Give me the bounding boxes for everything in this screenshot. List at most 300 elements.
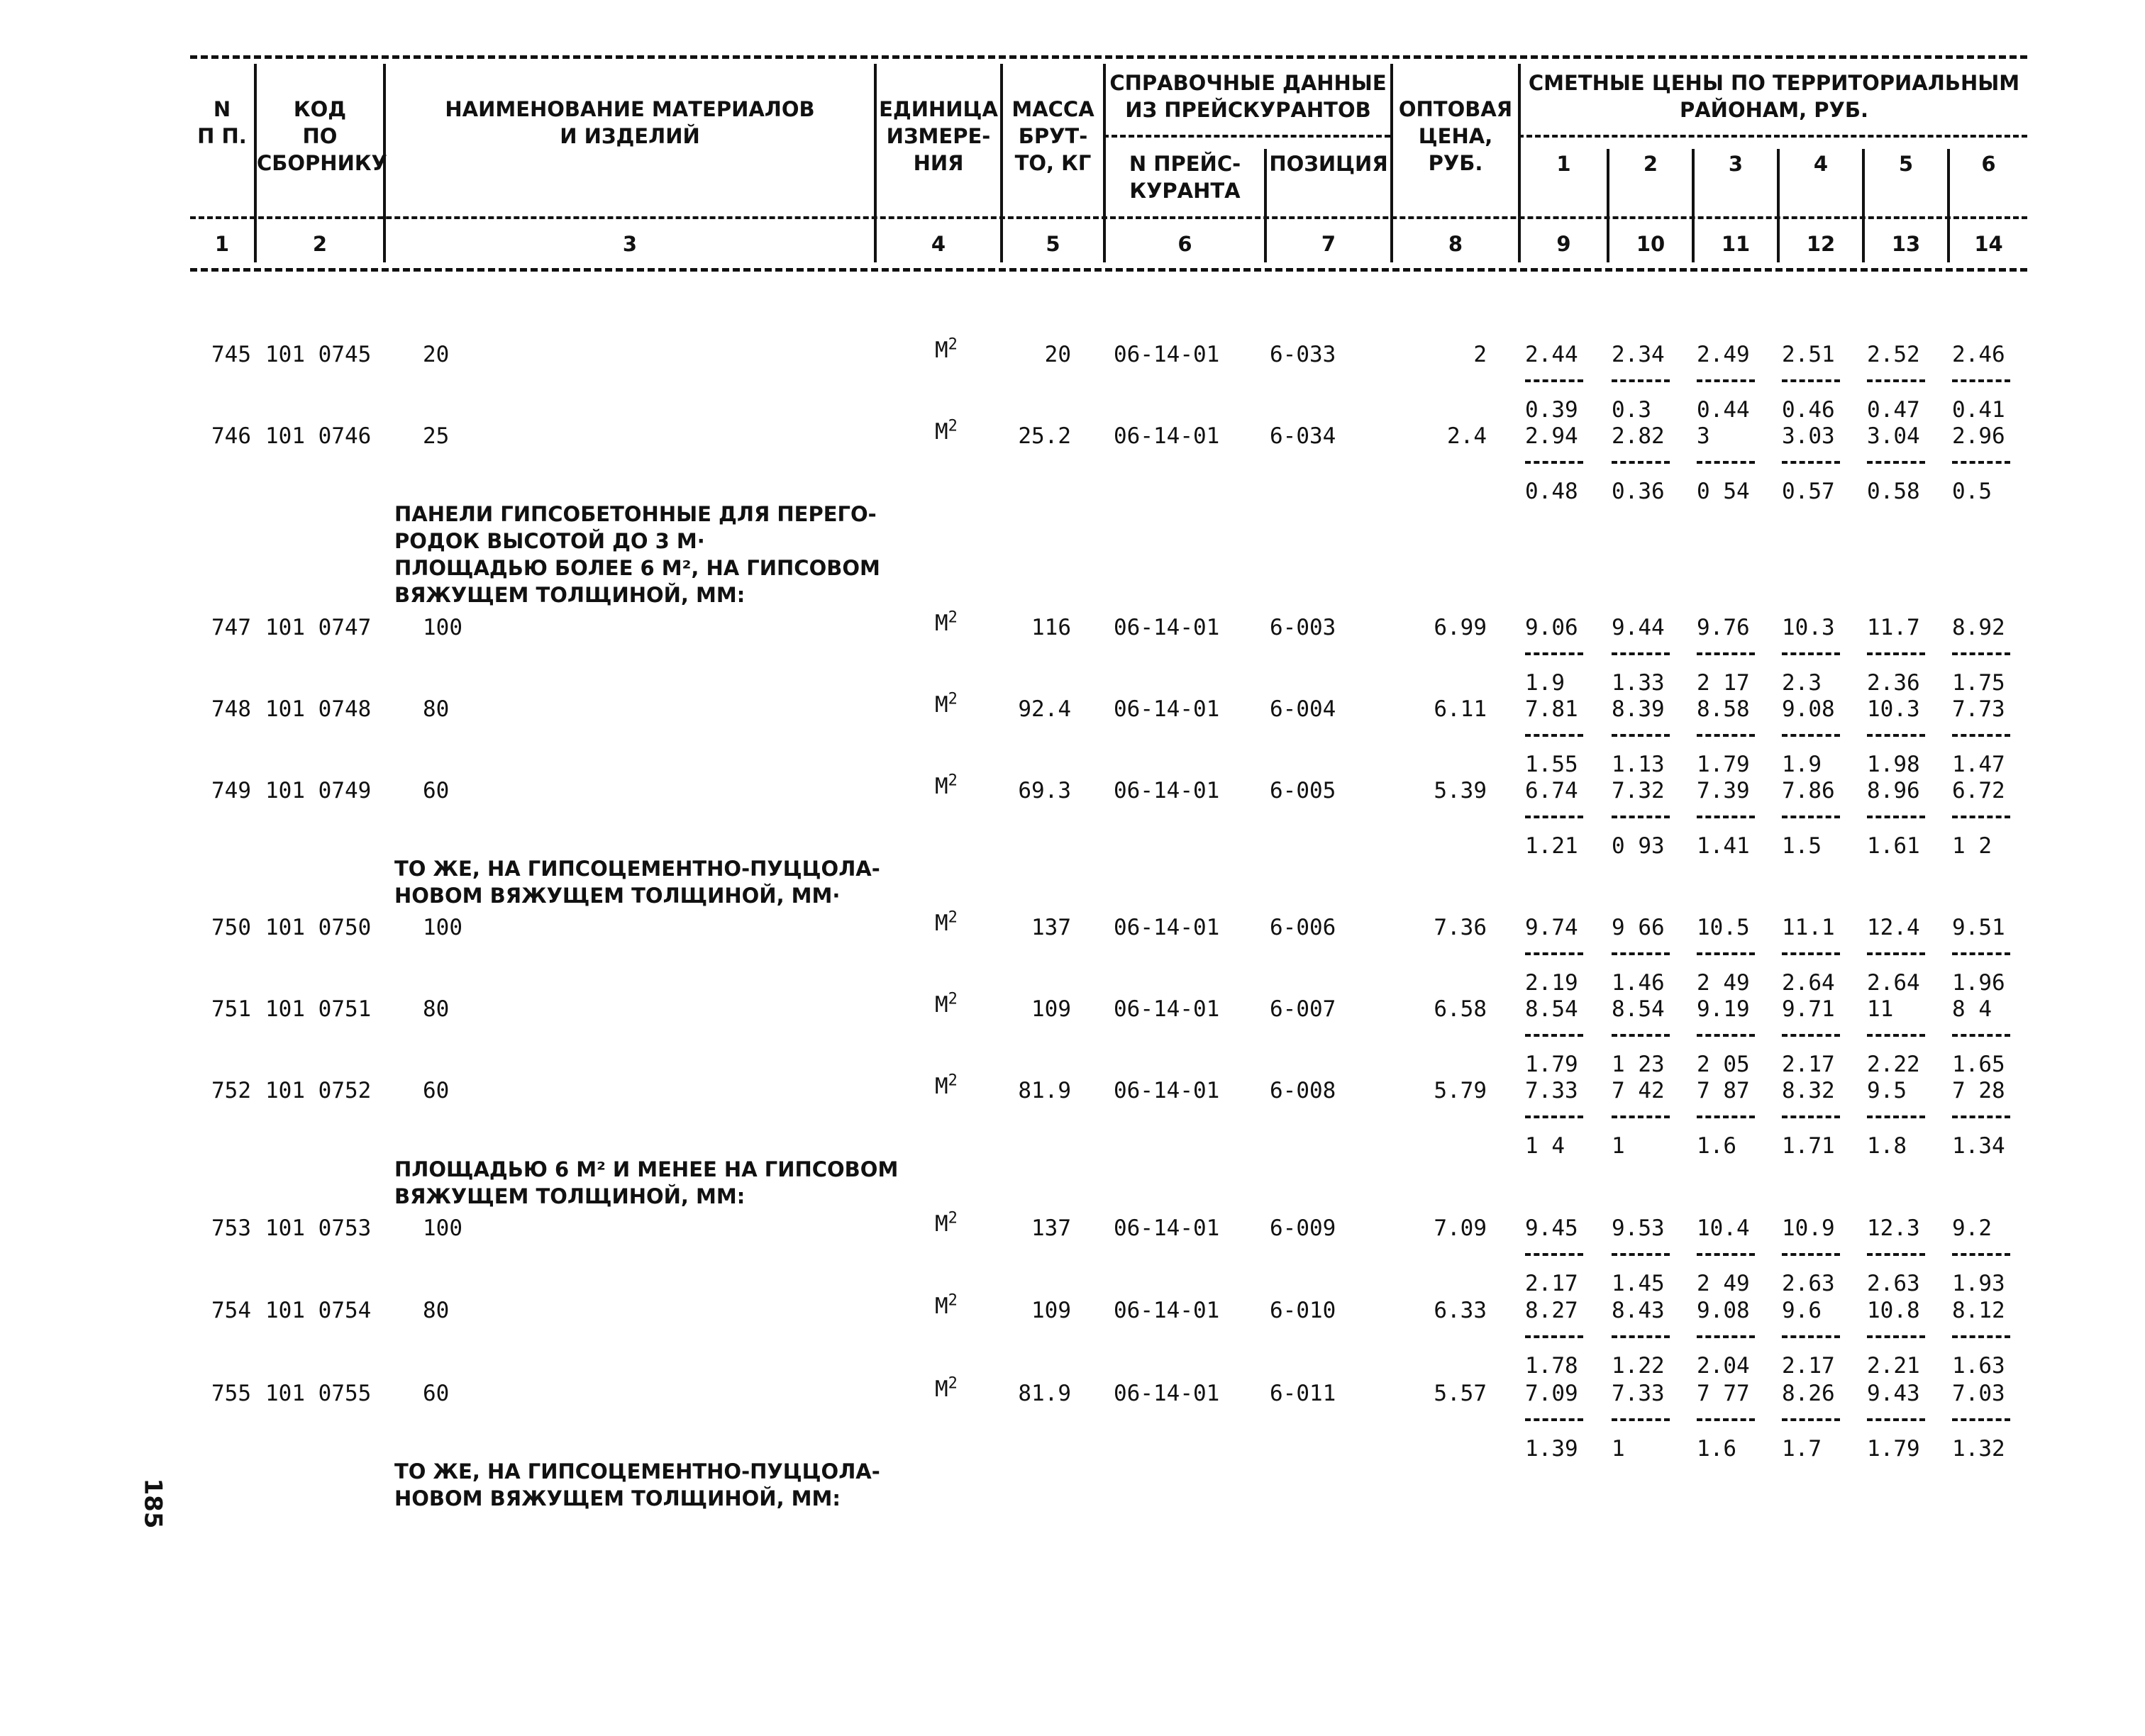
row-price-top: 7.86	[1782, 778, 1835, 803]
row-price-top: 8.32	[1782, 1078, 1835, 1103]
fraction-rule	[1612, 1034, 1670, 1037]
row-price-bottom: 2.3	[1782, 670, 1822, 696]
fraction-rule	[1867, 1418, 1925, 1421]
fraction-rule	[1952, 1335, 2010, 1338]
row-price-top: 9.76	[1697, 615, 1750, 640]
fraction-rule	[1525, 816, 1583, 818]
row-price-bottom: 2 49	[1697, 1271, 1750, 1296]
row-wholesale-price: 2.4	[1447, 423, 1487, 449]
fraction-rule	[1867, 379, 1925, 382]
row-price-bottom: 0 54	[1697, 479, 1750, 504]
row-price-bottom: 0.48	[1525, 479, 1578, 504]
row-name: 60	[423, 1381, 450, 1406]
fraction-rule	[1782, 816, 1840, 818]
row-number: 750	[211, 915, 251, 940]
row-pricelist: 06-14-01	[1114, 1381, 1220, 1406]
fraction-rule	[1612, 1418, 1670, 1421]
row-mass: 81.9	[1018, 1078, 1071, 1103]
row-price-bottom: 1.65	[1952, 1052, 2005, 1077]
row-pricelist: 06-14-01	[1114, 915, 1220, 940]
row-price-top: 12.3	[1867, 1215, 1920, 1241]
row-unit-label: М	[935, 419, 948, 445]
row-wholesale-price: 7.09	[1434, 1215, 1487, 1241]
fraction-rule	[1952, 461, 2010, 464]
row-price-top: 9.2	[1952, 1215, 1992, 1241]
row-pricelist: 06-14-01	[1114, 423, 1220, 449]
row-price-top: 9.44	[1612, 615, 1665, 640]
fraction-rule	[1782, 1418, 1840, 1421]
fraction-rule	[1525, 379, 1583, 382]
row-unit-label: М	[935, 692, 948, 718]
row-name: 80	[423, 1298, 450, 1323]
row-price-bottom: 1.46	[1612, 970, 1665, 996]
fraction-rule	[1525, 1034, 1583, 1037]
row-price-bottom: 1 4	[1525, 1133, 1565, 1159]
fraction-rule	[1525, 1418, 1583, 1421]
row-price-top: 10.4	[1697, 1215, 1750, 1241]
row-price-top: 11	[1867, 996, 1894, 1022]
header-col1: N П П.	[197, 97, 247, 148]
row-price-bottom: 1.93	[1952, 1271, 2005, 1296]
row-price-bottom: 2.21	[1867, 1353, 1920, 1379]
row-position: 6-009	[1270, 1215, 1336, 1241]
row-price-top: 9.45	[1525, 1215, 1578, 1241]
fraction-rule	[1525, 734, 1583, 737]
row-price-bottom: 0.41	[1952, 397, 2005, 423]
fraction-rule	[1952, 952, 2010, 955]
row-unit-label: М	[935, 1074, 948, 1099]
header-number-rule	[190, 216, 2027, 219]
row-price-bottom: 0.46	[1782, 397, 1835, 423]
row-price-bottom: 1.79	[1867, 1436, 1920, 1462]
row-price-bottom: 0.44	[1697, 397, 1750, 423]
row-price-bottom: 1.6	[1697, 1436, 1736, 1462]
row-unit-label: М	[935, 1211, 948, 1237]
header-district: 4	[1813, 152, 1829, 176]
row-price-top: 10.5	[1697, 915, 1750, 940]
row-price-bottom: 1.96	[1952, 970, 2005, 996]
fraction-rule	[1697, 952, 1755, 955]
row-name: 80	[423, 996, 450, 1022]
row-unit	[935, 1292, 958, 1320]
row-price-top: 8.27	[1525, 1298, 1578, 1323]
row-price-bottom: 2.17	[1782, 1353, 1835, 1379]
row-pricelist: 06-14-01	[1114, 1298, 1220, 1323]
row-price-bottom: 1.78	[1525, 1353, 1578, 1379]
fraction-rule	[1697, 734, 1755, 737]
row-price-bottom: 2 05	[1697, 1052, 1750, 1077]
header-col2: КОД ПО СБОРНИКУ	[257, 97, 387, 175]
row-price-top: 9.51	[1952, 915, 2005, 940]
row-price-bottom: 0.57	[1782, 479, 1835, 504]
row-wholesale-price: 6.58	[1434, 996, 1487, 1022]
header-bottom-rule	[190, 268, 2027, 272]
row-price-bottom: 1.47	[1952, 752, 2005, 777]
col-number: 2	[312, 232, 328, 256]
row-code: 101 0754	[265, 1298, 372, 1323]
header-group-rule	[1518, 135, 2027, 138]
col-number: 10	[1636, 232, 1665, 256]
fraction-rule	[1697, 1335, 1755, 1338]
row-price-top: 8.39	[1612, 696, 1665, 722]
fraction-rule	[1952, 379, 2010, 382]
fraction-rule	[1612, 1335, 1670, 1338]
row-wholesale-price: 6.33	[1434, 1298, 1487, 1323]
row-price-bottom: 1.75	[1952, 670, 2005, 696]
row-unit	[935, 991, 958, 1019]
fraction-rule	[1612, 1115, 1670, 1118]
section-heading: ТО ЖЕ, НА ГИПСОЦЕМЕНТНО-ПУЦЦОЛА- НОВОМ ВЯЖУЩЕМ ТОЛЩИНОЙ, ММ·	[394, 857, 880, 908]
row-price-bottom: 0.39	[1525, 397, 1578, 423]
fraction-rule	[1867, 1335, 1925, 1338]
row-mass: 81.9	[1018, 1381, 1071, 1406]
row-unit	[935, 691, 958, 719]
row-pricelist: 06-14-01	[1114, 996, 1220, 1022]
row-wholesale-price: 5.39	[1434, 778, 1487, 803]
fraction-rule	[1952, 734, 2010, 737]
fraction-rule	[1612, 379, 1670, 382]
row-price-top: 7 77	[1697, 1381, 1750, 1406]
row-price-top: 7.33	[1612, 1381, 1665, 1406]
row-price-top: 10.3	[1782, 615, 1835, 640]
row-price-bottom: 2.36	[1867, 670, 1920, 696]
row-price-top: 9.43	[1867, 1381, 1920, 1406]
col-number: 13	[1891, 232, 1921, 256]
row-price-top: 7 87	[1697, 1078, 1750, 1103]
fraction-rule	[1782, 1034, 1840, 1037]
fraction-rule	[1525, 952, 1583, 955]
row-price-bottom: 0.36	[1612, 479, 1665, 504]
row-price-bottom: 1.13	[1612, 752, 1665, 777]
row-price-top: 11.7	[1867, 615, 1920, 640]
col-number: 8	[1448, 232, 1463, 256]
row-name: 100	[423, 915, 462, 940]
row-name: 80	[423, 696, 450, 722]
row-price-top: 8.54	[1525, 996, 1578, 1022]
row-price-top: 6.74	[1525, 778, 1578, 803]
row-unit-exponent: 2	[948, 1374, 958, 1393]
row-name: 25	[423, 423, 450, 449]
row-price-bottom: 1.32	[1952, 1436, 2005, 1462]
row-price-top: 8.12	[1952, 1298, 2005, 1323]
fraction-rule	[1697, 1253, 1755, 1256]
row-price-bottom: 1.45	[1612, 1271, 1665, 1296]
row-number: 747	[211, 615, 251, 640]
row-price-top: 7 42	[1612, 1078, 1665, 1103]
col-number: 5	[1046, 232, 1060, 256]
row-price-top: 9.74	[1525, 915, 1578, 940]
row-unit-label: М	[935, 611, 948, 636]
row-price-bottom: 1.39	[1525, 1436, 1578, 1462]
row-number: 752	[211, 1078, 251, 1103]
row-price-top: 2.96	[1952, 423, 2005, 449]
row-price-top: 10.8	[1867, 1298, 1920, 1323]
row-mass: 137	[1031, 915, 1071, 940]
row-pricelist: 06-14-01	[1114, 1078, 1220, 1103]
row-code: 101 0751	[265, 996, 372, 1022]
fraction-rule	[1612, 952, 1670, 955]
row-unit-exponent: 2	[948, 608, 958, 627]
row-number: 745	[211, 342, 251, 367]
row-mass: 109	[1031, 996, 1071, 1022]
row-position: 6-004	[1270, 696, 1336, 722]
fraction-rule	[1612, 734, 1670, 737]
row-code: 101 0755	[265, 1381, 372, 1406]
fraction-rule	[1697, 816, 1755, 818]
header-top-rule	[190, 55, 2027, 59]
row-unit	[935, 418, 958, 446]
row-price-top: 2.46	[1952, 342, 2005, 367]
row-unit-exponent: 2	[948, 335, 958, 354]
row-price-bottom: 0 93	[1612, 833, 1665, 859]
col-number: 9	[1556, 232, 1571, 256]
fraction-rule	[1867, 652, 1925, 655]
row-price-top: 9.08	[1697, 1298, 1750, 1323]
fraction-rule	[1952, 816, 2010, 818]
col-number: 6	[1177, 232, 1192, 256]
header-price-group: СМЕТНЫЕ ЦЕНЫ ПО ТЕРРИТОРИАЛЬНЫМ РАЙОНАМ, РУБ.	[1528, 71, 2020, 122]
row-pricelist: 06-14-01	[1114, 696, 1220, 722]
fraction-rule	[1612, 461, 1670, 464]
row-mass: 137	[1031, 1215, 1071, 1241]
row-code: 101 0749	[265, 778, 372, 803]
fraction-rule	[1782, 461, 1840, 464]
row-position: 6-011	[1270, 1381, 1336, 1406]
row-mass: 109	[1031, 1298, 1071, 1323]
fraction-rule	[1867, 461, 1925, 464]
header-col4: ЕДИНИЦА ИЗМЕРЕ- НИЯ	[879, 97, 998, 175]
row-position: 6-005	[1270, 778, 1336, 803]
row-price-top: 2.49	[1697, 342, 1750, 367]
fraction-rule	[1867, 1253, 1925, 1256]
row-position: 6-008	[1270, 1078, 1336, 1103]
fraction-rule	[1782, 1253, 1840, 1256]
fraction-rule	[1867, 816, 1925, 818]
header-col8: ОПТОВАЯ ЦЕНА, РУБ.	[1398, 97, 1513, 175]
row-code: 101 0753	[265, 1215, 372, 1241]
row-name: 60	[423, 778, 450, 803]
row-wholesale-price: 5.79	[1434, 1078, 1487, 1103]
row-unit	[935, 1072, 958, 1101]
header-ref-group: СПРАВОЧНЫЕ ДАННЫЕ ИЗ ПРЕЙСКУРАНТОВ	[1109, 71, 1387, 122]
row-code: 101 0747	[265, 615, 372, 640]
row-unit-label: М	[935, 1376, 948, 1402]
fraction-rule	[1697, 461, 1755, 464]
row-number: 751	[211, 996, 251, 1022]
row-price-bottom: 1.41	[1697, 833, 1750, 859]
row-name: 100	[423, 1215, 462, 1241]
fraction-rule	[1697, 1034, 1755, 1037]
row-price-bottom: 2.04	[1697, 1353, 1750, 1379]
row-price-bottom: 1.34	[1952, 1133, 2005, 1159]
row-mass: 116	[1031, 615, 1071, 640]
row-pricelist: 06-14-01	[1114, 615, 1220, 640]
row-code: 101 0748	[265, 696, 372, 722]
row-price-bottom: 0.3	[1612, 397, 1651, 423]
row-price-bottom: 2.17	[1525, 1271, 1578, 1296]
row-price-bottom: 1.98	[1867, 752, 1920, 777]
row-position: 6-006	[1270, 915, 1336, 940]
row-unit-label: М	[935, 774, 948, 799]
row-price-top: 7.73	[1952, 696, 2005, 722]
row-price-bottom: 2.64	[1782, 970, 1835, 996]
row-number: 749	[211, 778, 251, 803]
row-price-top: 3	[1697, 423, 1710, 449]
col-number: 14	[1974, 232, 2003, 256]
row-price-bottom: 2.17	[1782, 1052, 1835, 1077]
row-code: 101 0746	[265, 423, 372, 449]
row-mass: 92.4	[1018, 696, 1071, 722]
fraction-rule	[1525, 1335, 1583, 1338]
header-col3: НАИМЕНОВАНИЕ МАТЕРИАЛОВ И ИЗДЕЛИЙ	[445, 97, 815, 148]
row-price-top: 7.09	[1525, 1381, 1578, 1406]
row-unit-label: М	[935, 992, 948, 1018]
row-unit-exponent: 2	[948, 908, 958, 927]
fraction-rule	[1697, 379, 1755, 382]
row-wholesale-price: 5.57	[1434, 1381, 1487, 1406]
row-price-top: 8.43	[1612, 1298, 1665, 1323]
fraction-rule	[1697, 1418, 1755, 1421]
row-price-bottom: 2 49	[1697, 970, 1750, 996]
row-number: 746	[211, 423, 251, 449]
row-name: 20	[423, 342, 450, 367]
row-price-top: 2.52	[1867, 342, 1920, 367]
row-price-bottom: 0.58	[1867, 479, 1920, 504]
col-number: 12	[1806, 232, 1836, 256]
row-unit	[935, 609, 958, 638]
row-mass: 20	[1044, 342, 1071, 367]
row-position: 6-033	[1270, 342, 1336, 367]
header-district: 6	[1981, 152, 1996, 176]
row-position: 6-034	[1270, 423, 1336, 449]
row-price-bottom: 0.5	[1952, 479, 1992, 504]
row-price-bottom: 1.33	[1612, 670, 1665, 696]
row-wholesale-price: 6.99	[1434, 615, 1487, 640]
row-price-top: 9.71	[1782, 996, 1835, 1022]
row-price-top: 12.4	[1867, 915, 1920, 940]
row-price-bottom: 1	[1612, 1133, 1625, 1159]
header-group-rule	[1103, 135, 1390, 138]
header-district: 2	[1643, 152, 1658, 176]
section-heading: ПАНЕЛИ ГИПСОБЕТОННЫЕ ДЛЯ ПЕРЕГО- РОДОК ВЫСОТОЙ ДО 3 М· ПЛОЩАДЬЮ БОЛЕЕ 6 М², НА ГИПСОВОМ ВЯЖУЩЕМ ТОЛЩИНОЙ, ММ:	[394, 502, 880, 607]
row-price-top: 8.58	[1697, 696, 1750, 722]
row-price-top: 9.6	[1782, 1298, 1822, 1323]
fraction-rule	[1952, 1034, 2010, 1037]
row-price-bottom: 1.71	[1782, 1133, 1835, 1159]
fraction-rule	[1697, 1115, 1755, 1118]
row-price-top: 8.96	[1867, 778, 1920, 803]
row-price-top: 9.53	[1612, 1215, 1665, 1241]
fraction-rule	[1867, 734, 1925, 737]
header-district: 5	[1898, 152, 1914, 176]
row-price-top: 7.39	[1697, 778, 1750, 803]
header-col5: МАССА БРУТ- ТО, КГ	[1011, 97, 1094, 175]
row-pricelist: 06-14-01	[1114, 342, 1220, 367]
row-pricelist: 06-14-01	[1114, 1215, 1220, 1241]
fraction-rule	[1612, 652, 1670, 655]
fraction-rule	[1782, 652, 1840, 655]
row-price-top: 8 4	[1952, 996, 1992, 1022]
row-price-top: 7.03	[1952, 1381, 2005, 1406]
fraction-rule	[1952, 1418, 2010, 1421]
row-price-top: 2.44	[1525, 342, 1578, 367]
row-price-top: 6.72	[1952, 778, 2005, 803]
fraction-rule	[1612, 1253, 1670, 1256]
row-wholesale-price: 6.11	[1434, 696, 1487, 722]
row-price-bottom: 1.21	[1525, 833, 1578, 859]
header-district: 3	[1728, 152, 1744, 176]
row-position: 6-003	[1270, 615, 1336, 640]
row-price-bottom: 2.64	[1867, 970, 1920, 996]
row-price-bottom: 1.22	[1612, 1353, 1665, 1379]
row-code: 101 0745	[265, 342, 372, 367]
row-position: 6-010	[1270, 1298, 1336, 1323]
row-price-bottom: 2.63	[1867, 1271, 1920, 1296]
row-price-top: 2.34	[1612, 342, 1665, 367]
fraction-rule	[1782, 952, 1840, 955]
fraction-rule	[1782, 1115, 1840, 1118]
row-price-bottom: 2.19	[1525, 970, 1578, 996]
row-price-top: 3.03	[1782, 423, 1835, 449]
row-number: 753	[211, 1215, 251, 1241]
section-heading: ПЛОЩАДЬЮ 6 М² И МЕНЕЕ НА ГИПСОВОМ ВЯЖУЩЕМ ТОЛЩИНОЙ, ММ:	[394, 1157, 899, 1208]
row-mass: 25.2	[1018, 423, 1071, 449]
row-price-bottom: 0.47	[1867, 397, 1920, 423]
row-unit	[935, 772, 958, 801]
row-unit	[935, 909, 958, 937]
row-price-bottom: 1.63	[1952, 1353, 2005, 1379]
row-price-top: 11.1	[1782, 915, 1835, 940]
row-price-bottom: 1.8	[1867, 1133, 1907, 1159]
col-number: 1	[214, 232, 230, 256]
row-price-top: 8.26	[1782, 1381, 1835, 1406]
row-price-top: 7.32	[1612, 778, 1665, 803]
row-price-bottom: 1 23	[1612, 1052, 1665, 1077]
col-number: 3	[622, 232, 638, 256]
col-number: 11	[1721, 232, 1751, 256]
section-heading: ТО ЖЕ, НА ГИПСОЦЕМЕНТНО-ПУЦЦОЛА- НОВОМ ВЯЖУЩЕМ ТОЛЩИНОЙ, ММ:	[394, 1459, 880, 1510]
row-number: 754	[211, 1298, 251, 1323]
row-wholesale-price: 2	[1473, 342, 1487, 367]
row-price-bottom: 2.63	[1782, 1271, 1835, 1296]
row-price-bottom: 1.6	[1697, 1133, 1736, 1159]
col-number: 4	[931, 232, 946, 256]
row-position: 6-007	[1270, 996, 1336, 1022]
fraction-rule	[1782, 734, 1840, 737]
fraction-rule	[1867, 1115, 1925, 1118]
row-price-top: 7 28	[1952, 1078, 2005, 1103]
row-unit-label: М	[935, 338, 948, 363]
header-district: 1	[1556, 152, 1571, 176]
row-unit-exponent: 2	[948, 990, 958, 1008]
page-number: 185	[138, 1478, 167, 1529]
row-wholesale-price: 7.36	[1434, 915, 1487, 940]
fraction-rule	[1525, 1115, 1583, 1118]
row-price-top: 9.5	[1867, 1078, 1907, 1103]
fraction-rule	[1525, 461, 1583, 464]
row-price-bottom: 1.55	[1525, 752, 1578, 777]
row-price-bottom: 1.61	[1867, 833, 1920, 859]
row-code: 101 0750	[265, 915, 372, 940]
row-price-top: 7.81	[1525, 696, 1578, 722]
col-number: 7	[1321, 232, 1336, 256]
row-unit-exponent: 2	[948, 690, 958, 708]
row-price-bottom: 2 17	[1697, 670, 1750, 696]
row-number: 748	[211, 696, 251, 722]
row-price-top: 2.51	[1782, 342, 1835, 367]
row-price-top: 9 66	[1612, 915, 1665, 940]
row-mass: 69.3	[1018, 778, 1071, 803]
